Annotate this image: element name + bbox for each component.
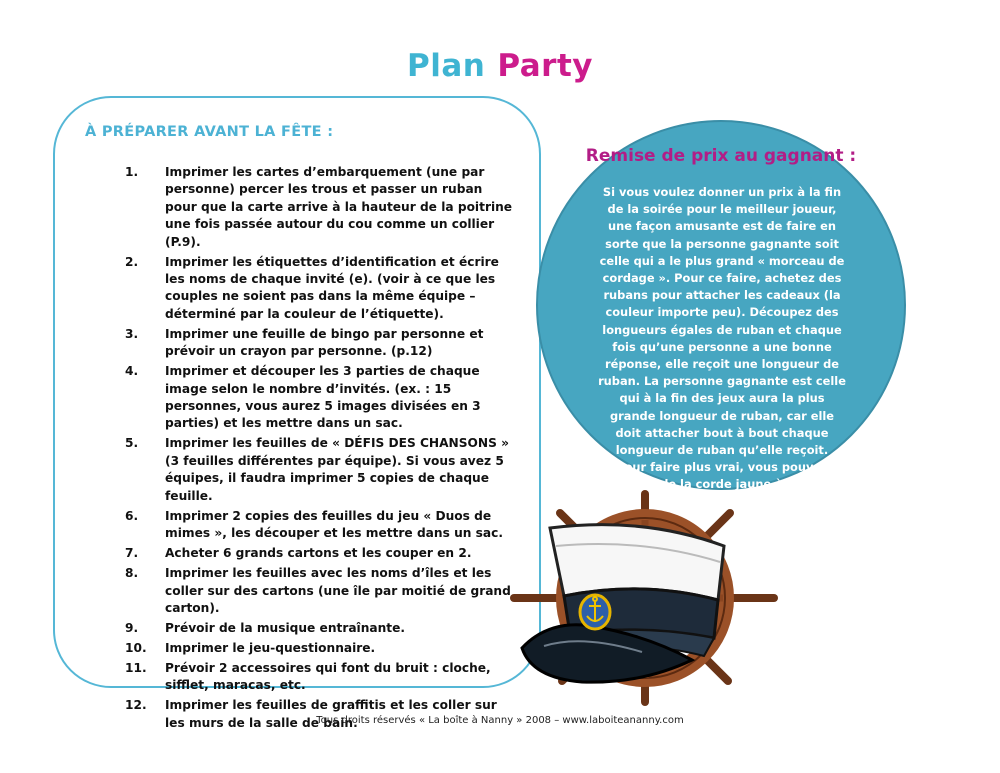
- item-number: 7.: [125, 546, 139, 561]
- ship-wheel-sailor-cap-illustration: [492, 488, 792, 708]
- item-text: Imprimer le jeu-questionnaire.: [165, 640, 376, 655]
- prize-circle: [536, 120, 906, 490]
- item-text: Imprimer les étiquettes d’identification et écrire les noms de chaque invité (e). (voir à ce que les couples ne soient pas dans la même équipe – déterminé par la couleur de l’étiquette).: [165, 254, 499, 321]
- footer-copyright: Tous droits réservés « La boîte à Nanny » 2008 – www.laboiteananny.com: [316, 715, 684, 726]
- list-item: [125, 545, 515, 562]
- task-list: [125, 164, 515, 735]
- item-number: 2.: [125, 254, 139, 269]
- list-item: [125, 565, 515, 617]
- item-text: Prévoir de la musique entraînante.: [165, 620, 406, 635]
- list-item: [125, 254, 515, 324]
- page-title: [0, 48, 1000, 84]
- list-item: [125, 640, 515, 657]
- list-item: [125, 660, 515, 695]
- list-item: [125, 620, 515, 637]
- title-word-party: Party: [497, 48, 593, 84]
- list-item: [125, 164, 515, 251]
- item-text: Imprimer les feuilles de « DÉFIS DES CHANSONS » (3 feuilles différentes par équipe). Si vous avez 5 équipes, il faudra imprimer 5 copies de chaque feuille.: [165, 436, 509, 503]
- item-text: Imprimer une feuille de bingo par personne et prévoir un crayon par personne. (p.12): [165, 326, 484, 359]
- item-number: 8.: [125, 566, 139, 581]
- prize-paragraph: Si vous voulez donner un prix à la fin de la soirée pour le meilleur joueur, une façon amusante est de faire en sorte que la personne gagnante soit celle qui a le plus grand « morceau de cordage ». Pour ce faire, achetez des rubans pour attacher les cadeaux (la couleur importe peu). Découpez des longueurs égales de ruban et chaque fois qu’une personne a une bonne réponse, elle reçoit une longueur de ruban. La personne gagnante est celle qui à la fin des jeux aura la plus grande longueur de ruban, car elle doit attacher bout à bout chaque longueur de ruban qu’elle reçoit.: [598, 185, 846, 458]
- item-text: Acheter 6 grands cartons et les couper en 2.: [165, 546, 472, 561]
- item-text: Imprimer 2 copies des feuilles du jeu « Duos de mimes », les découper et les mettre dans un sac.: [165, 508, 503, 541]
- checklist-heading: À PRÉPARER AVANT LA FÊTE :: [85, 124, 334, 140]
- item-number: 10.: [125, 640, 147, 655]
- item-number: 12.: [125, 698, 147, 713]
- item-number: 5.: [125, 436, 139, 451]
- item-text: Imprimer les feuilles avec les noms d’îles et les coller sur des cartons (une île par moitié de grand carton).: [165, 566, 511, 615]
- prize-text: [596, 184, 848, 494]
- prize-heading: Remise de prix au gagnant :: [585, 146, 857, 166]
- item-text: Imprimer et découper les 3 parties de chaque image selon le nombre d’invités. (ex. : 15 personnes, vous aurez 5 images divisées en 3 parties) et les mettre dans un sac.: [165, 364, 481, 431]
- item-text: Prévoir 2 accessoires qui font du bruit : cloche, sifflet, maracas, etc.: [165, 660, 491, 693]
- item-number: 9.: [125, 620, 139, 635]
- list-item: [125, 326, 515, 361]
- item-text: Imprimer les cartes d’embarquement (une par personne) percer les trous et passer un ruban pour que la carte arrive à la hauteur de la poitrine une fois passée autour du cou comme un collier (P.9).: [165, 165, 513, 249]
- list-item: [125, 363, 515, 433]
- list-item: [125, 435, 515, 505]
- title-word-plan: Plan: [407, 48, 486, 84]
- item-text: Imprimer les feuilles de graffitis et les coller sur les murs de la salle de bain.: [165, 698, 497, 730]
- item-number: 11.: [125, 660, 147, 675]
- item-number: 4.: [125, 364, 139, 379]
- list-item: [125, 508, 515, 543]
- prize-paragraph-tip: Pour faire plus vrai, vous pouvez acheter de la corde jaune à bateau!: [607, 460, 837, 492]
- item-number: 1.: [125, 165, 139, 179]
- item-number: 6.: [125, 508, 139, 523]
- item-number: 3.: [125, 326, 139, 341]
